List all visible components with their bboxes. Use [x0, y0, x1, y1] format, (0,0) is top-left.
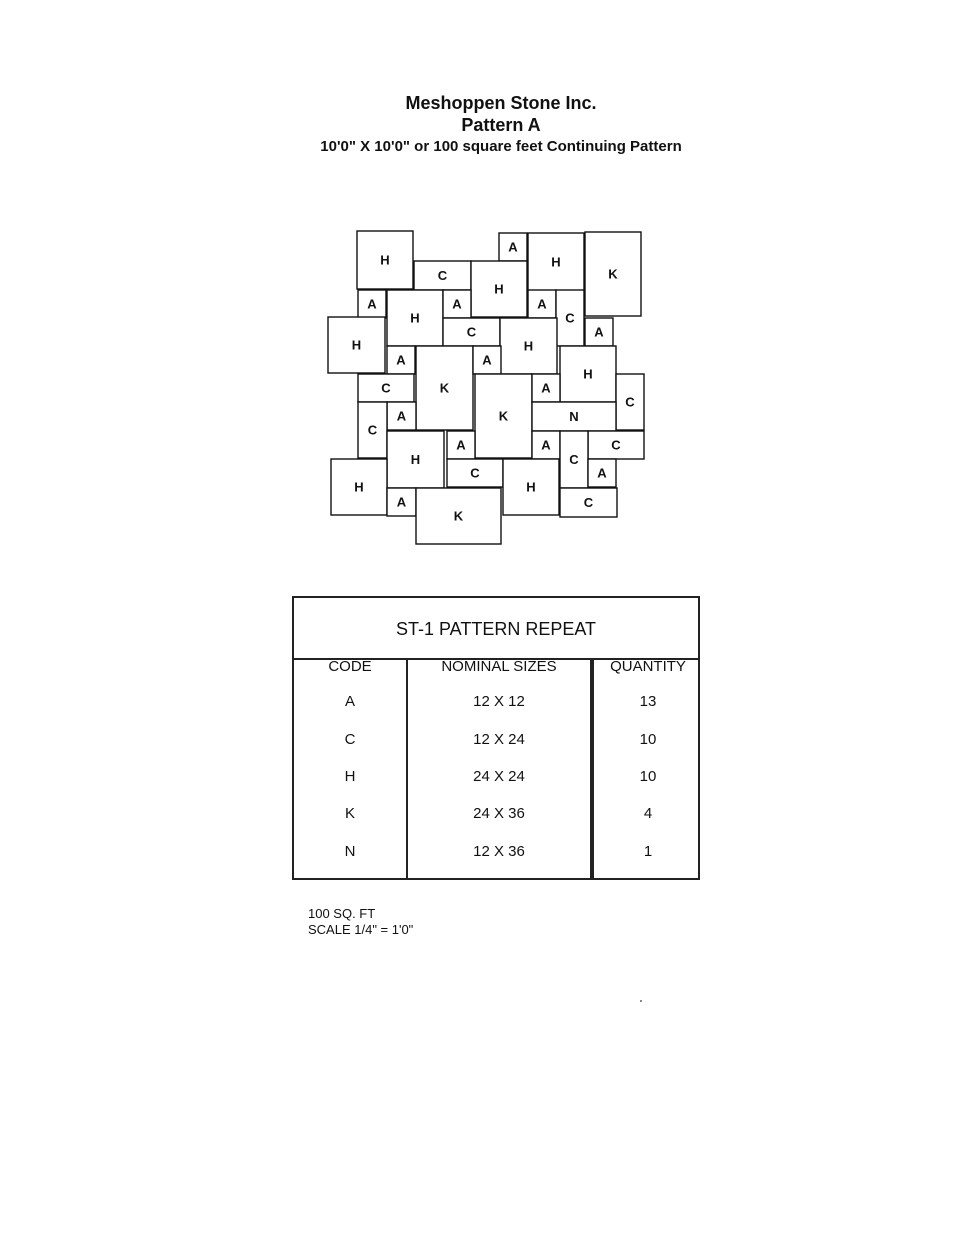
- stone-label: A: [594, 324, 604, 340]
- stone-label: C: [625, 394, 635, 410]
- stone-label: C: [583, 494, 594, 510]
- stone-K-37: [416, 488, 501, 544]
- stone-label: H: [526, 479, 536, 495]
- scale-note: SCALE 1/4" = 1'0": [308, 922, 414, 937]
- stone-label: C: [611, 437, 621, 453]
- stone-C-22: [616, 374, 644, 430]
- stone-label: K: [498, 408, 509, 424]
- stone-A-23: [387, 402, 416, 430]
- stone-label: K: [608, 266, 618, 282]
- stone-label: A: [452, 296, 462, 312]
- stone-label: A: [508, 239, 518, 255]
- stone-A-17: [473, 346, 501, 374]
- stone-label: A: [541, 437, 551, 453]
- stone-label: C: [470, 465, 480, 481]
- sizes-header: NOMINAL SIZES: [441, 658, 557, 675]
- stone-label: C: [381, 380, 391, 396]
- stone-label: A: [482, 352, 492, 368]
- code-cell: N: [344, 843, 356, 860]
- stone-label: N: [569, 408, 579, 424]
- stone-A-32: [588, 459, 616, 487]
- stone-label: H: [583, 366, 593, 382]
- pattern-title: Pattern A: [461, 115, 541, 135]
- stone-A-6: [358, 290, 386, 318]
- stone-label: H: [410, 310, 420, 326]
- stone-A-11: [585, 318, 613, 346]
- stone-label: C: [367, 422, 378, 438]
- table-title: ST-1 PATTERN REPEAT: [294, 598, 698, 660]
- stone-A-21: [532, 374, 560, 402]
- stone-label: C: [569, 451, 579, 467]
- stone-H-3: [528, 233, 584, 291]
- stone-H-29: [387, 431, 444, 488]
- stone-A-26: [447, 431, 475, 459]
- quantity-column: [592, 658, 702, 878]
- stone-H-34: [503, 459, 559, 515]
- stone-label: K: [439, 380, 450, 396]
- area-note: 100 SQ. FT: [308, 906, 376, 921]
- stone-A-9: [528, 290, 556, 318]
- stone-A-15: [387, 346, 415, 374]
- stone-C-13: [443, 318, 500, 346]
- stone-A-27: [532, 431, 560, 459]
- stone-H-33: [331, 459, 387, 515]
- stone-K-4: [585, 232, 641, 316]
- stone-label: C: [437, 267, 448, 283]
- code-cell: C: [344, 731, 356, 748]
- stone-C-25: [358, 402, 387, 458]
- stone-H-5: [471, 261, 527, 317]
- stone-H-14: [500, 318, 557, 374]
- stone-A-2: [499, 233, 527, 261]
- stone-C-19: [358, 374, 414, 402]
- scan-speck: [640, 1000, 642, 1002]
- stone-label: A: [367, 296, 377, 312]
- stone-label: C: [466, 324, 477, 340]
- stone-A-35: [387, 488, 416, 516]
- company-title: Meshoppen Stone Inc.: [405, 93, 597, 113]
- stone-N-24: [532, 402, 616, 431]
- stone-label: H: [523, 338, 534, 354]
- stone-C-30: [560, 431, 588, 488]
- stone-C-28: [588, 431, 644, 459]
- stone-C-36: [560, 488, 617, 517]
- stone-C-10: [556, 290, 584, 346]
- pattern-subtitle: 10'0" X 10'0" or 100 square feet Continuing Pattern: [320, 138, 682, 155]
- size-cell: 24 X 36: [473, 805, 525, 822]
- stone-pattern-diagram: [0, 0, 966, 600]
- stone-H-12: [328, 317, 385, 373]
- qty-cell: 13: [639, 693, 657, 710]
- stone-label: H: [410, 451, 421, 467]
- code-cell: H: [344, 768, 356, 785]
- stone-C-31: [447, 459, 503, 487]
- stone-label: H: [351, 337, 362, 353]
- qty-cell: 10: [639, 731, 657, 748]
- stone-H-18: [560, 346, 616, 402]
- stone-label: H: [380, 252, 390, 268]
- stone-label: H: [354, 479, 364, 495]
- stone-label: C: [565, 310, 575, 326]
- stone-label: A: [456, 437, 466, 453]
- stone-label: A: [541, 380, 551, 396]
- stone-K-20: [475, 374, 532, 458]
- stone-label: K: [453, 508, 464, 524]
- stone-label: A: [396, 408, 407, 424]
- stone-label: H: [551, 254, 561, 270]
- size-cell: 12 X 24: [473, 731, 525, 748]
- sizes-column: [406, 658, 592, 878]
- size-cell: 12 X 12: [473, 693, 525, 710]
- code-cell: A: [344, 693, 355, 710]
- footnote: [308, 906, 413, 938]
- stone-K-16: [416, 346, 473, 430]
- stone-H-0: [357, 231, 413, 289]
- qty-cell: 10: [639, 768, 657, 785]
- code-header: CODE: [328, 658, 372, 675]
- quantity-header: QUANTITY: [610, 658, 686, 675]
- stone-A-8: [443, 290, 471, 318]
- stone-label: A: [537, 296, 547, 312]
- code-cell: K: [344, 805, 355, 822]
- stone-H-7: [387, 290, 443, 346]
- qty-cell: 1: [643, 843, 653, 860]
- stone-label: A: [396, 352, 406, 368]
- size-cell: 24 X 24: [473, 768, 525, 785]
- stone-label: H: [494, 281, 504, 297]
- stone-C-1: [414, 261, 471, 290]
- qty-cell: 4: [643, 805, 653, 822]
- size-cell: 12 X 36: [473, 843, 525, 860]
- stone-label: A: [396, 494, 407, 510]
- stone-label: A: [597, 465, 607, 481]
- code-column: [294, 658, 406, 878]
- pattern-repeat-table: [292, 596, 700, 880]
